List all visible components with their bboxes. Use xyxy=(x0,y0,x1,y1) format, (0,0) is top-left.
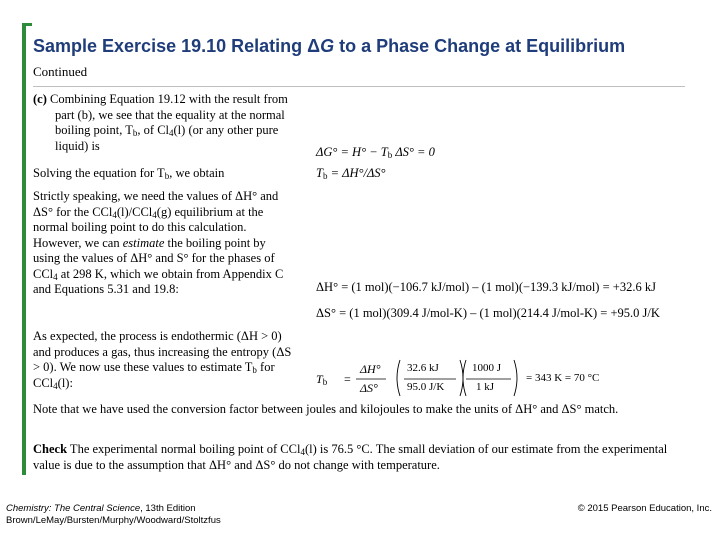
equation-tb: $T_b = \Delta H^\circ/\Delta S^\circ$ xyxy=(316,166,386,181)
footer-citation: Chemistry: The Central Science, 13th Edition Brown/LeMay/Bursten/Murphy/Woodward/Stoltzfus xyxy=(6,503,221,526)
accent-bar xyxy=(22,23,26,475)
tb-calculation xyxy=(316,356,716,400)
calc-den2: 1 kJ xyxy=(476,381,495,393)
continued-label: Continued xyxy=(33,64,88,79)
footer-copyright: © 2015 Pearson Education, Inc. xyxy=(577,503,712,514)
calc-ds: ΔS° xyxy=(360,381,378,395)
solve-text: Solving the equation for $T_b$, we obtain xyxy=(33,166,225,181)
part-c-text: (c) Combining Equation 19.12 with the result from part (b), we see that the equality at the normal boiling point, $T_b$, of $Cl_4(l)$ (or any other pure liquid) is xyxy=(33,92,288,153)
accent-bar-top xyxy=(22,23,32,26)
strictly-text: Strictly speaking, we need the values of ΔH° and ΔS° for the CCl$_4$(l)/CCl$_4$(g) equilibrium at the normal boiling point to do this calculation. However, we can estimate the boiling point by using the values of ΔH° and S° for the phases of CCl$_4$ at 298 K, which we obtain from Appendix C and Equations 5.31 and 19.8: xyxy=(33,189,284,296)
check-text: Check The experimental normal boiling point of CCl$_4$(l) is 76.5 °C. The small deviation of our estimate from the experimental value is due to the assumption that ΔH° and ΔS° do not change with temperature. xyxy=(33,442,668,472)
equation-enthalpy: ΔH° = (1 mol)(−106.7 kJ/mol) – (1 mol)(−139.3 kJ/mol) = +32.6 kJ xyxy=(316,280,656,294)
calc-dh: ΔH° xyxy=(360,362,381,376)
note-text: Note that we have used the conversion factor between joules and kilojoules to make the units of ΔH° and ΔS° match. xyxy=(33,402,619,416)
calc-result: = 343 K = 70 °C xyxy=(526,372,600,384)
calc-den1: 95.0 J/K xyxy=(407,381,445,393)
slide-title: Sample Exercise 19.10 Relating ΔG to a Phase Change at Equilibrium xyxy=(33,36,626,56)
expected-text: As expected, the process is endothermic (ΔH > 0) and produces a gas, thus increasing the entropy (ΔS > 0). We now use these values to estimate $T_b$ for CCl$_4$(l): xyxy=(33,329,292,391)
equation-entropy: ΔS° = (1 mol)(309.4 J/mol-K) – (1 mol)(214.4 J/mol-K) = +95.0 J/K xyxy=(316,306,660,320)
calc-num2: 1000 J xyxy=(472,362,502,374)
divider xyxy=(33,86,685,87)
calc-tb: $T_b$ xyxy=(316,372,328,387)
calc-num1: 32.6 kJ xyxy=(407,362,439,374)
equation-gibbs: $\Delta G^\circ = H^\circ - T_b$ ΔS° = 0 xyxy=(316,145,435,160)
calc-equals: = xyxy=(344,372,351,386)
